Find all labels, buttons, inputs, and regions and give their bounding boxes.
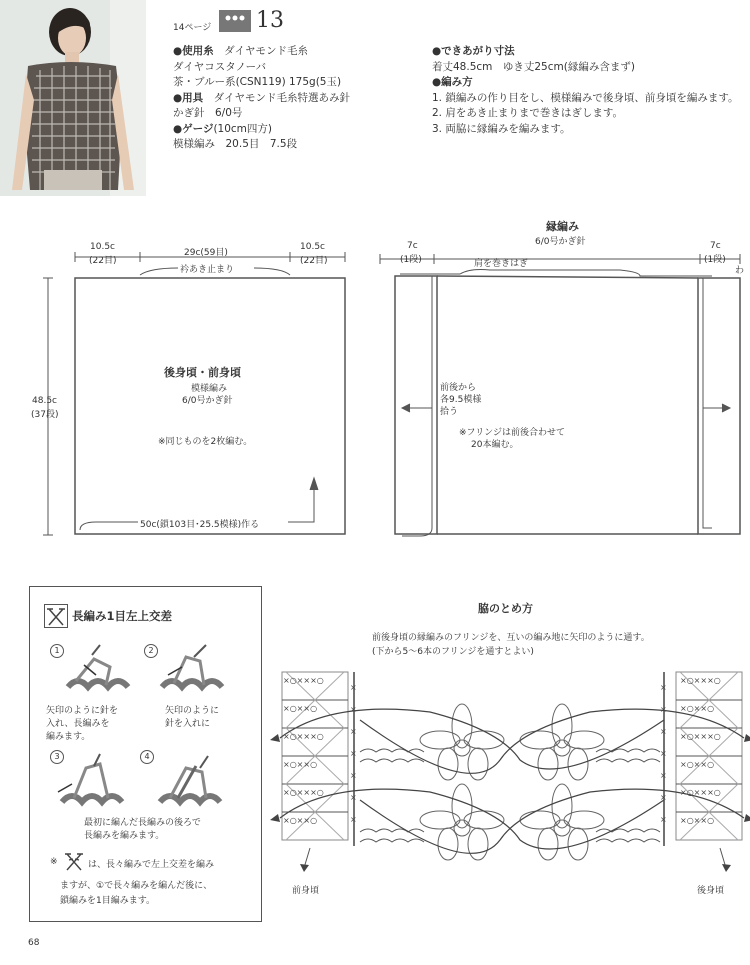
pattern-number: 13 xyxy=(256,8,284,33)
svg-text:×: × xyxy=(350,683,357,692)
svg-text:×: × xyxy=(660,771,667,780)
pickup-line-3: 拾う xyxy=(440,407,459,417)
svg-text:×○××○: ×○××○ xyxy=(283,816,318,825)
svg-text:×○×××○: ×○×××○ xyxy=(283,676,324,685)
fringe-note-2: 20本編む。 xyxy=(471,440,519,450)
back-body-label: 後身頃 xyxy=(697,886,725,896)
svg-text:×○×××○: ×○×××○ xyxy=(283,732,324,741)
svg-text:×: × xyxy=(350,771,357,780)
gauge-detail: 模様編み 20.5目 7.5段 xyxy=(173,138,298,150)
body-pattern: 模様編み xyxy=(191,384,228,394)
right-width-label: 10.5c xyxy=(300,242,325,252)
middle-width-label: 29c(59目) xyxy=(184,248,228,258)
step1-caption-c: 編みます。 xyxy=(46,732,91,742)
svg-text:×: × xyxy=(660,727,667,736)
svg-text:×○××○: ×○××○ xyxy=(680,704,715,713)
size-value: 着丈48.5cm ゆき丈25cm(縁編み含まず) xyxy=(432,60,635,73)
svg-text:×: × xyxy=(350,727,357,736)
gauge-label: ●ゲージ xyxy=(173,122,214,135)
svg-text:×: × xyxy=(660,749,667,758)
step-number: 1 xyxy=(50,644,64,658)
method-step: 2. 肩をあき止まりまで巻きはぎします。 xyxy=(432,107,624,119)
page-number: 68 xyxy=(28,938,40,948)
svg-text:×: × xyxy=(660,793,667,802)
svg-text:×: × xyxy=(660,705,667,714)
note-line-c: 鎖編みを1目編みます。 xyxy=(60,896,156,906)
method-step: 3. 両脇に縁編みを編みます。 xyxy=(432,122,571,135)
front-body-label: 前身頃 xyxy=(292,886,320,896)
neck-opening-label: 衿あき止まり xyxy=(180,265,235,275)
method-step: 1. 鎖編みの作り目をし、模様編みで後身頃、前身頃を編みます。 xyxy=(432,91,739,104)
svg-text:×: × xyxy=(660,683,667,692)
step-number: 3 xyxy=(50,750,64,764)
step-number: 4 xyxy=(140,750,154,764)
height-rows-label: (37段) xyxy=(31,410,59,420)
svg-text:×: × xyxy=(660,815,667,824)
note-line-a: は、長々編みで左上交差を編み xyxy=(88,860,215,870)
cross-stitch-title: 長編み1目左上交差 xyxy=(72,609,173,623)
svg-text:×○××○: ×○××○ xyxy=(283,704,318,713)
step-number: 2 xyxy=(144,644,158,658)
step2-caption-a: 矢印のように xyxy=(165,706,220,716)
method-label: ●編み方 xyxy=(432,76,473,88)
height-label: 48.5c xyxy=(32,396,57,406)
edge-right-width: 7c xyxy=(710,241,721,251)
pickup-line-2: 各9.5模様 xyxy=(440,395,482,405)
step1-caption-b: 入れ、長編みを xyxy=(46,719,110,729)
svg-text:×○××○: ×○××○ xyxy=(283,760,318,769)
left-width-label: 10.5c xyxy=(90,242,115,252)
yarn-value: ダイヤモンド毛糸 xyxy=(224,45,308,57)
bottom-chain-label: 50c(鎖103目･25.5模様)作る xyxy=(140,520,260,530)
size-label: ●できあがり寸法 xyxy=(432,45,515,57)
yarn-color: 茶・ブルー系(CSN119) 175g(5玉) xyxy=(173,76,342,88)
page-reference: 14ページ xyxy=(173,23,212,33)
yarn-label: ●使用糸 xyxy=(173,45,214,57)
shoulder-seam-label: 肩を巻きはぎ xyxy=(474,259,529,269)
edge-right-rows: (1段) xyxy=(704,255,726,265)
side-join-title: 脇のとめ方 xyxy=(478,602,533,615)
svg-text:×○×××○: ×○×××○ xyxy=(680,788,721,797)
svg-text:×○×××○: ×○×××○ xyxy=(680,732,721,741)
body-note: ※同じものを2枚編む。 xyxy=(158,437,253,447)
tools-label: ●用具 xyxy=(173,91,204,104)
svg-text:×○××○: ×○××○ xyxy=(680,760,715,769)
fold-label: わ xyxy=(735,266,745,276)
svg-text:×: × xyxy=(350,793,357,802)
edge-left-width: 7c xyxy=(407,241,418,251)
hook-size: かぎ針 6/0号 xyxy=(173,107,243,119)
pickup-line-1: 前後から xyxy=(440,383,477,393)
step2-caption-b: 針を入れに xyxy=(165,719,211,729)
body-hook: 6/0号かぎ針 xyxy=(182,396,233,406)
edge-hook: 6/0号かぎ針 xyxy=(535,237,586,247)
edge-title: 縁編み xyxy=(546,220,579,233)
step3-caption-a: 最初に編んだ長編みの後ろで xyxy=(84,818,201,828)
side-join-desc-1: 前後身頃の縁編みのフリンジを、互いの編み地に矢印のように通す。 xyxy=(372,633,650,643)
gauge-value: (10cm四方) xyxy=(213,122,273,135)
step1-caption-a: 矢印のように針を xyxy=(46,706,119,716)
fringe-note-1: ※フリンジは前後合わせて xyxy=(459,428,565,438)
svg-text:×○×××○: ×○×××○ xyxy=(680,676,721,685)
yarn-name: ダイヤコスタノーバ xyxy=(173,60,267,73)
side-join-desc-2: (下から5～6本のフリンジを通すとよい) xyxy=(372,647,534,657)
note-asterisk: ※ xyxy=(50,857,58,867)
svg-text:×: × xyxy=(350,705,357,714)
svg-text:×○×××○: ×○×××○ xyxy=(283,788,324,797)
svg-text:×: × xyxy=(350,815,357,824)
svg-text:×○××○: ×○××○ xyxy=(680,816,715,825)
left-stitch-label: (22目) xyxy=(89,256,117,266)
body-title: 後身頃・前身頃 xyxy=(164,366,241,379)
tools-value: ダイヤモンド毛糸特選あみ針 xyxy=(213,91,350,104)
step3-caption-b: 長編みを編みます。 xyxy=(84,831,165,841)
edge-left-rows: (1段) xyxy=(400,255,422,265)
right-stitch-label: (22目) xyxy=(300,256,328,266)
note-line-b: ますが、①で長々編みを編んだ後に、 xyxy=(60,881,213,891)
svg-text:×: × xyxy=(350,749,357,758)
